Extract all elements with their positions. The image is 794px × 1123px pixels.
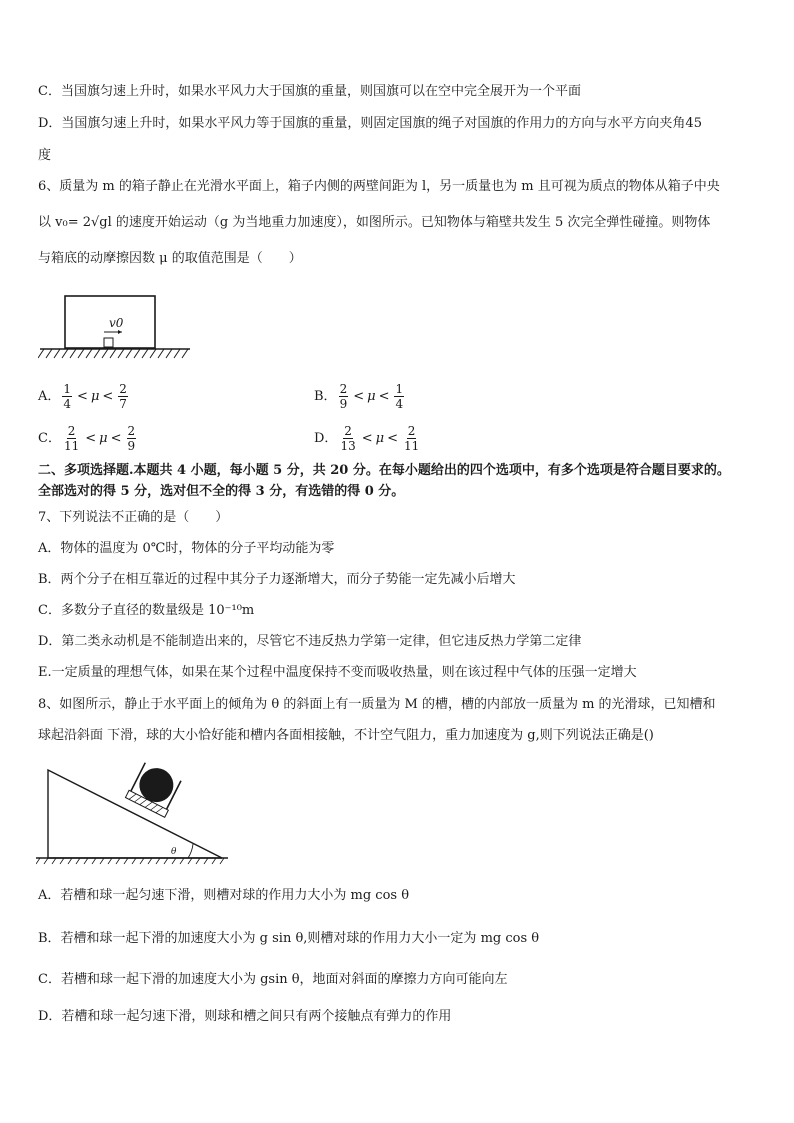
fraction: $\frac{1}{4}$	[63, 382, 72, 411]
q6-option-d: D． $\frac{2}{13}$ < μ < $\frac{2}{11}$	[314, 424, 420, 453]
fraction: $\frac{2}{13}$	[340, 424, 356, 453]
q8-option-a: A．若槽和球一起匀速下滑，则槽对球的作用力大小为 mg cos θ	[38, 888, 410, 903]
fraction: $\frac{2}{7}$	[119, 382, 127, 411]
q6-option-b: B． $\frac{2}{9}$ < μ < $\frac{1}{4}$	[314, 382, 404, 411]
angle-label: θ	[171, 847, 177, 857]
q5-option-d: D．当国旗匀速上升时，如果水平风力等于国旗的重量，则固定国旗的绳子对国旗的作用力的方向与水平方向夹角45	[38, 116, 702, 131]
q7-stem: 7、下列说法不正确的是（ ）	[38, 510, 229, 525]
q7-option-c: C．多数分子直径的数量级是 10⁻¹⁰m	[38, 603, 255, 618]
q8-stem-line1: 8、如图所示，静止于水平面上的倾角为 θ 的斜面上有一质量为 M 的槽，槽的内部放一质量为 m 的光滑球，已知槽和	[38, 697, 716, 712]
q6-stem-line2: 以 v₀= 2√gl 的速度开始运动（g 为当地重力加速度），如图所示。已知物体与箱壁共发生 5 次完全弹性碰撞。则物体	[38, 215, 711, 230]
q8-incline-figure	[36, 758, 232, 868]
option-b-label: B．	[314, 388, 337, 404]
floor-hatching	[36, 858, 224, 864]
fraction: $\frac{2}{11}$	[403, 424, 420, 453]
angle-arc	[188, 844, 193, 858]
q5-option-c: C．当国旗匀速上升时，如果水平风力大于国旗的重量，则国旗可以在空中完全展开为一个平面	[38, 84, 581, 99]
option-d-label: D．	[314, 430, 338, 446]
section2-heading-line2: 全部选对的得 5 分，选对但不全的得 3 分，有选错的得 0 分。	[38, 484, 405, 499]
q8-stem-line2: 球起沿斜面 下滑，球的大小恰好能和槽内各面相接触，不计空气阻力，重力加速度为 g,则下列说法正确是()	[38, 728, 654, 743]
fraction: $\frac{2}{11}$	[63, 424, 80, 453]
velocity-label: v0	[109, 316, 124, 330]
q7-option-a: A．物体的温度为 0℃时，物体的分子平均动能为零	[38, 541, 335, 556]
fraction: $\frac{2}{9}$	[339, 382, 348, 411]
q8-option-c: C．若槽和球一起下滑的加速度大小为 gsin θ，地面对斜面的摩擦力方向可能向左	[38, 972, 508, 987]
q7-option-b: B．两个分子在相互靠近的过程中其分子力逐渐增大，而分子势能一定先减小后增大	[38, 572, 516, 587]
q8-option-b: B．若槽和球一起下滑的加速度大小为 g sin θ,则槽对球的作用力大小一定为 mg cos θ	[38, 931, 540, 946]
q5-option-d-continued: 度	[38, 148, 52, 163]
q8-option-d: D．若槽和球一起匀速下滑，则球和槽之间只有两个接触点有弹力的作用	[38, 1009, 452, 1024]
option-a-label: A．	[38, 388, 61, 404]
trough	[125, 760, 183, 817]
q6-stem-line1: 6、质量为 m 的箱子静止在光滑水平面上，箱子内侧的两壁间距为 l，另一质量也为 m 且可视为质点的物体从箱子中央	[38, 179, 720, 194]
q6-option-c: C． $\frac{2}{11}$ < μ < $\frac{2}{9}$	[38, 424, 136, 453]
q6-stem-line3: 与箱底的动摩擦因数 μ 的取值范围是（ ）	[38, 251, 302, 266]
q7-option-d: D．第二类永动机是不能制造出来的，尽管它不违反热力学第一定律，但它违反热力学第二定律	[38, 634, 582, 649]
small-block	[104, 338, 113, 347]
section2-heading-line1: 二、多项选择题.本题共 4 小题，每小题 5 分，共 20 分。在每小题给出的四个选项中，有多个选项是符合题目要求的。	[38, 463, 730, 478]
fraction: $\frac{2}{9}$	[127, 424, 136, 453]
fraction: $\frac{1}{4}$	[395, 382, 404, 411]
q6-option-a: A． $\frac{1}{4}$ < μ < $\frac{2}{7}$	[38, 382, 127, 411]
option-c-label: C．	[38, 430, 61, 446]
q7-option-e: E.一定质量的理想气体，如果在某个过程中温度保持不变而吸收热量，则在该过程中气体的压强一定增大	[38, 665, 637, 680]
ground-hatching	[38, 349, 188, 358]
velocity-arrowhead	[118, 330, 122, 334]
q6-box-figure	[38, 292, 196, 364]
